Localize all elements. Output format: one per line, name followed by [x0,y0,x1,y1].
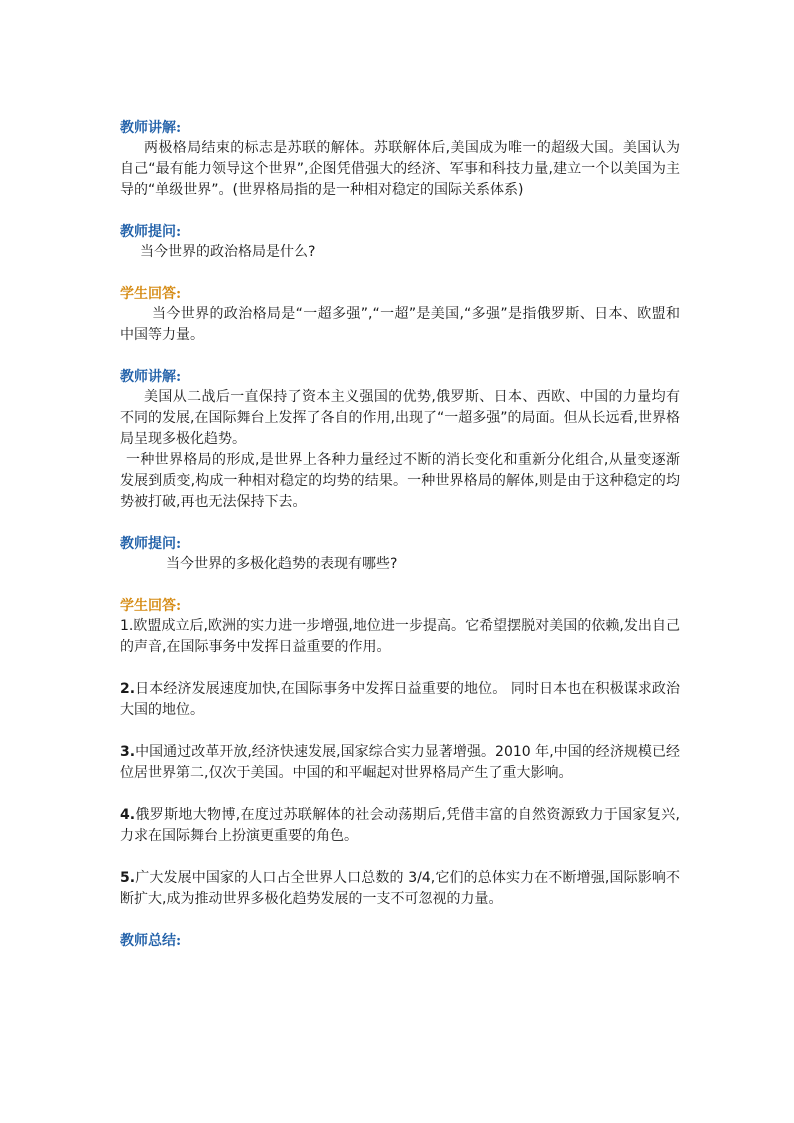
item-number: 1. [120,618,134,634]
item-text: 日本经济发展速度加快,在国际事务中发挥日益重要的地位。 同时日本也在积极谋求政治大国的地位。 [120,681,680,718]
paragraph: 美国从二战后一直保持了资本主义强国的优势,俄罗斯、日本、西欧、中国的力量均有不同的发展,在国际舞台上发挥了各自的作用,出现了“一超多强”的局面。但从长远看,世界格局呈现多极化趋势。 [120,389,680,447]
question-text: 当今世界的多极化趋势的表现有哪些? [166,556,398,572]
section-heading-teacher-summary: 教师总结: [120,933,182,949]
item-number: 2. [120,681,136,697]
list-item [120,805,680,847]
answer-text: 当今世界的政治格局是“一超多强”,“一超”是美国,“多强”是指俄罗斯、日本、欧盟和中国等力量。 [120,306,680,343]
list-item [120,742,680,784]
item-number: 5. [120,870,136,886]
section-heading-teacher-question: 教师提问: [120,224,182,240]
item-number: 4. [120,807,136,823]
section-heading-student-answer: 学生回答: [120,286,182,302]
paragraph: 两极格局结束的标志是苏联的解体。苏联解体后,美国成为唯一的超级大国。美国认为自己“最有能力领导这个世界”,企图凭借强大的经济、军事和科技力量,建立一个以美国为主导的“单级世界”。(世界格局指的是一种相对稳定的国际关系体系) [120,140,680,198]
item-text: 广大发展中国家的人口占全世界人口总数的 3/4,它们的总体实力在不断增强,国际影响不断扩大,成为推动世界多极化趋势发展的一支不可忽视的力量。 [120,870,680,907]
section-heading-teacher-explain: 教师讲解: [120,369,182,385]
section-heading-teacher-explain: 教师讲解: [120,120,182,136]
paragraph: 一种世界格局的形成,是世界上各种力量经过不断的消长变化和重新分化组合,从量变逐渐发展到质变,构成一种相对稳定的均势的结果。一种世界格局的解体,则是由于这种稳定的均势被打破,再也无法保持下去。 [120,452,680,510]
list-item [120,679,680,721]
list-item [120,868,680,910]
document-page [120,118,680,951]
item-text: 中国通过改革开放,经济快速发展,国家综合实力显著增强。2010 年,中国的经济规模已经位居世界第二,仅次于美国。中国的和平崛起对世界格局产生了重大影响。 [120,744,680,781]
item-text: 欧盟成立后,欧洲的实力进一步增强,地位进一步提高。它希望摆脱对美国的依赖,发出自己的声音,在国际事务中发挥日益重要的作用。 [120,618,680,655]
item-number: 3. [120,744,136,760]
section-heading-student-answer: 学生回答: [120,598,182,614]
list-item [120,616,680,658]
question-text: 当今世界的政治格局是什么? [140,244,316,260]
section-heading-teacher-question: 教师提问: [120,536,182,552]
item-text: 俄罗斯地大物博,在度过苏联解体的社会动荡期后,凭借丰富的自然资源致力于国家复兴,力求在国际舞台上扮演更重要的角色。 [120,807,680,844]
